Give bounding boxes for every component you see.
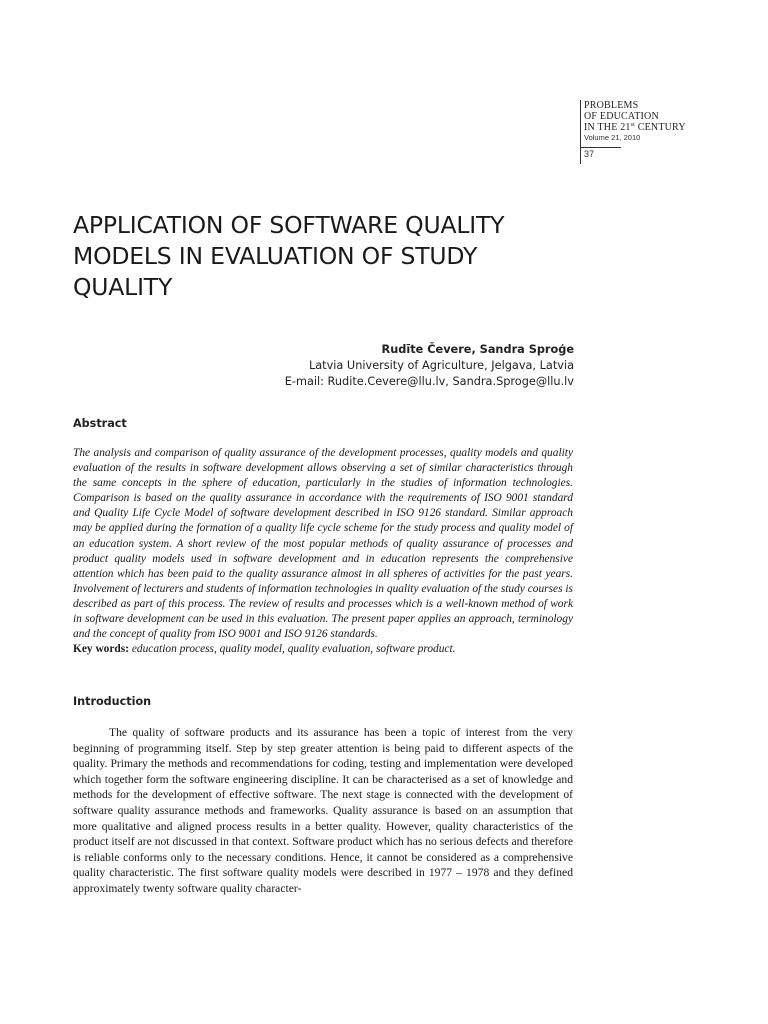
journal-name-line-3 <box>581 122 741 133</box>
author-names: Rudīte Čevere, Sandra Sproģe <box>381 343 574 356</box>
keywords-label: Key words: <box>73 643 129 656</box>
author-affiliation: Latvia University of Agriculture, Jelgava, Latvia <box>308 359 574 372</box>
abstract-section <box>73 446 573 657</box>
journal-name-line-1: PROBLEMS <box>584 100 639 111</box>
keywords-list: education process, quality model, quality evaluation, software product. <box>129 643 456 656</box>
journal-century-suffix: CENTURY <box>635 122 686 133</box>
paper-title: APPLICATION OF SOFTWARE QUALITY MODELS IN EVALUATION OF STUDY QUALITY <box>73 211 505 301</box>
author-block <box>285 342 574 390</box>
journal-century-ordinal: st <box>630 122 636 128</box>
journal-name-line-2: OF EDUCATION <box>584 111 659 122</box>
journal-volume: Volume 21, 2010 <box>584 133 641 142</box>
journal-century-prefix: IN THE 21 <box>584 122 631 133</box>
page-number: 37 <box>584 149 595 159</box>
journal-header <box>580 100 741 164</box>
abstract-heading: Abstract <box>73 417 127 430</box>
author-email: E-mail: Rudite.Cevere@llu.lv, Sandra.Sproge@llu.lv <box>284 375 574 388</box>
introduction-body: The quality of software products and its assurance has been a topic of interest from the very beginning of programming itself. Step by step greater attention is being paid to different aspects of the quality. Primary the methods and recommendations for coding, testing and implementation were developed which together form the software engineering discipline. It can be characterised as a set of knowledge and methods for the development of effective software. The next stage is connected with the development of software quality assurance methods and frameworks. Quality assurance is based on an assumption that more qualitative and aligned process results in a better quality. However, quality characteristics of the product itself are not discussed in that context. Software product which has no serious defects and therefore is reliable conforms only to the necessary conditions. Hence, it cannot be considered as a comprehensive quality characteristic. The first software quality models were described in 1977 – 1978 and they defined approximately twenty software quality character- <box>73 726 573 895</box>
abstract-body: The analysis and comparison of quality assurance of the development processes, quality models and quality evaluation of the results in software development allows observing a set of similar characteristics through the same concepts in the sphere of education, particularly in the studies of information technologies. Comparison is based on the quality assurance in accordance with the requirements of ISO 9001 standard and Quality Life Cycle Model of software development described in ISO 9126 standard. Similar approach may be applied during the formation of a quality life cycle scheme for the study process and quality model of an education system. A short review of the most popular methods of quality assurance of processes and product quality models used in software development and in education represents the comprehensive attention which has been paid to the quality assurance almost in all spheres of activities for the past years. Involvement of lecturers and students of information technologies in quality evaluation of the study courses is described as part of this process. The review of results and processes which is a well-known method of work in software development can be used in this evaluation. The present paper applies an approach, terminology and the concept of quality from ISO 9001 and ISO 9126 standards. <box>73 447 573 641</box>
introduction-heading: Introduction <box>73 695 152 708</box>
